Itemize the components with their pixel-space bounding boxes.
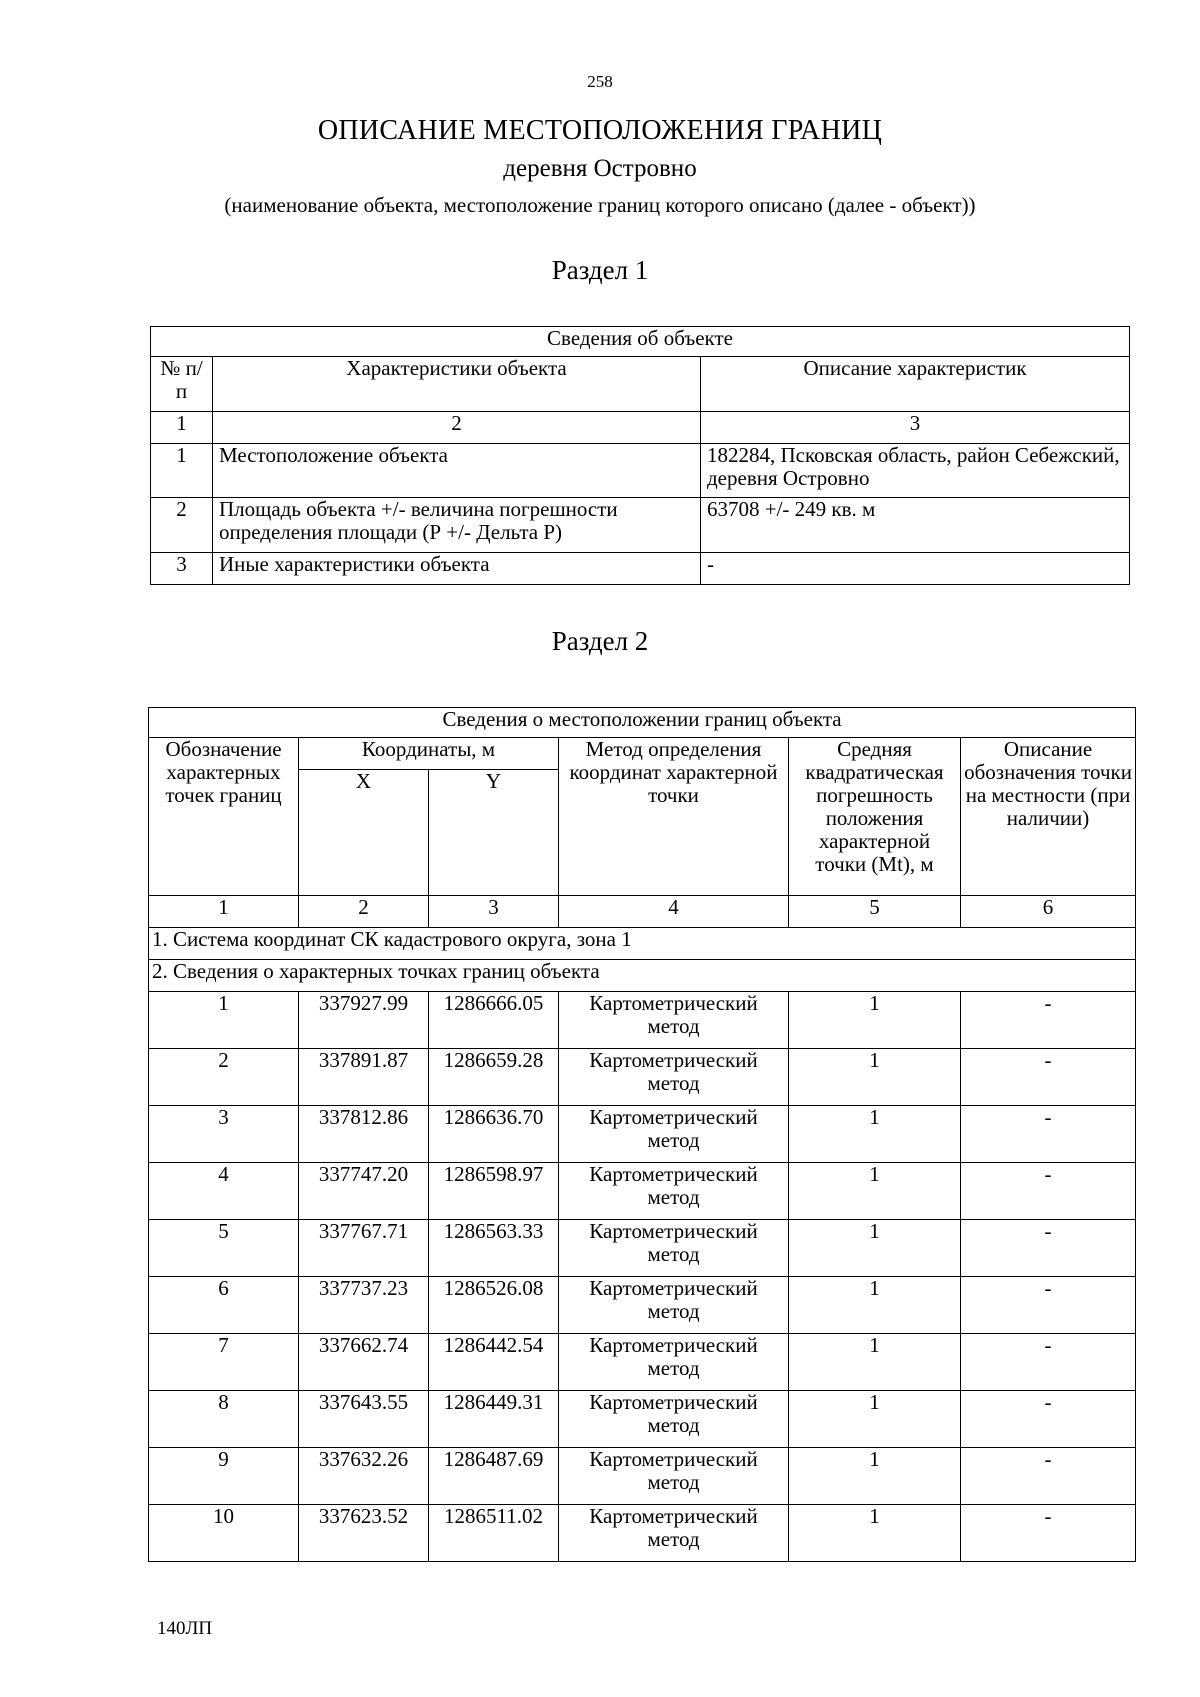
table-row (151, 444, 1130, 498)
point-x: 337891.87 (299, 1049, 429, 1106)
point-method: Картометрический метод (559, 992, 789, 1049)
point-method: Картометрический метод (559, 1049, 789, 1106)
point-desc: - (961, 1505, 1136, 1562)
point-method: Картометрический метод (559, 1391, 789, 1448)
point-desc: - (961, 1049, 1136, 1106)
header-coordinates: Координаты, м (299, 738, 559, 770)
table1-header-characteristic: Характеристики объекта (213, 357, 701, 412)
point-x: 337662.74 (299, 1334, 429, 1391)
point-id: 4 (149, 1163, 299, 1220)
header-method: Метод определения координат характерной точки (559, 738, 789, 896)
point-id: 1 (149, 992, 299, 1049)
point-y: 1286598.97 (429, 1163, 559, 1220)
point-desc: - (961, 1391, 1136, 1448)
point-id: 6 (149, 1277, 299, 1334)
point-desc: - (961, 1277, 1136, 1334)
header-x: X (299, 770, 429, 896)
row-characteristic: Иные характеристики объекта (213, 553, 701, 585)
row-description: 182284, Псковская область, район Себежский, деревня Островно (701, 444, 1130, 498)
section2-title: Раздел 2 (551, 626, 649, 656)
point-mt: 1 (789, 1163, 961, 1220)
row-characteristic: Местоположение объекта (213, 444, 701, 498)
point-x: 337747.20 (299, 1163, 429, 1220)
table2-colnum: 5 (789, 896, 961, 928)
point-desc: - (961, 992, 1136, 1049)
point-y: 1286659.28 (429, 1049, 559, 1106)
point-desc: - (961, 1163, 1136, 1220)
header-description: Описание обозначения точки на местности (при наличии) (961, 738, 1136, 896)
point-id: 10 (149, 1505, 299, 1562)
table1-header-num: № п/п (151, 357, 213, 412)
page-number: 258 (587, 72, 613, 91)
table-row (149, 1220, 1136, 1277)
point-y: 1286511.02 (429, 1505, 559, 1562)
table-row (149, 1277, 1136, 1334)
point-id: 9 (149, 1448, 299, 1505)
point-mt: 1 (789, 1505, 961, 1562)
table2-colnum: 2 (299, 896, 429, 928)
table1-colnum: 2 (213, 412, 701, 444)
table2-colnum: 1 (149, 896, 299, 928)
footer-code: 140ЛП (157, 1618, 213, 1639)
point-mt: 1 (789, 992, 961, 1049)
point-y: 1286666.05 (429, 992, 559, 1049)
point-y: 1286526.08 (429, 1277, 559, 1334)
table-row (149, 1505, 1136, 1562)
point-y: 1286636.70 (429, 1106, 559, 1163)
point-desc: - (961, 1220, 1136, 1277)
table-row (151, 498, 1130, 553)
point-desc: - (961, 1448, 1136, 1505)
table-row (151, 553, 1130, 585)
point-desc: - (961, 1106, 1136, 1163)
point-method: Картометрический метод (559, 1220, 789, 1277)
header-error: Средняя квадратическая погрешность положения характерной точки (Mt), м (789, 738, 961, 896)
point-mt: 1 (789, 1334, 961, 1391)
table-row (149, 1163, 1136, 1220)
point-mt: 1 (789, 1049, 961, 1106)
points-heading: 2. Сведения о характерных точках границ объекта (149, 960, 1136, 992)
row-number: 2 (151, 498, 213, 553)
row-description: - (701, 553, 1130, 585)
document-title: ОПИСАНИЕ МЕСТОПОЛОЖЕНИЯ ГРАНИЦ (317, 115, 883, 146)
point-method: Картометрический метод (559, 1505, 789, 1562)
point-mt: 1 (789, 1220, 961, 1277)
table-row (149, 1106, 1136, 1163)
point-x: 337812.86 (299, 1106, 429, 1163)
point-id: 8 (149, 1391, 299, 1448)
table1-colnum: 3 (701, 412, 1130, 444)
section1-title: Раздел 1 (551, 255, 649, 285)
point-x: 337643.55 (299, 1391, 429, 1448)
point-mt: 1 (789, 1391, 961, 1448)
table2-colnum: 4 (559, 896, 789, 928)
point-y: 1286449.31 (429, 1391, 559, 1448)
point-method: Картометрический метод (559, 1163, 789, 1220)
point-y: 1286563.33 (429, 1220, 559, 1277)
table2-colnum: 6 (961, 896, 1136, 928)
point-x: 337927.99 (299, 992, 429, 1049)
point-x: 337767.71 (299, 1220, 429, 1277)
point-method: Картометрический метод (559, 1106, 789, 1163)
point-desc: - (961, 1334, 1136, 1391)
table-row (149, 1448, 1136, 1505)
table2-title: Сведения о местоположении границ объекта (149, 708, 1136, 738)
point-x: 337737.23 (299, 1277, 429, 1334)
point-method: Картометрический метод (559, 1448, 789, 1505)
row-number: 1 (151, 444, 213, 498)
row-characteristic: Площадь объекта +/- величина погрешности определения площади (Р +/- Дельта Р) (213, 498, 701, 553)
table-row (149, 992, 1136, 1049)
boundary-points-table (148, 707, 1136, 1562)
table1-header-description: Описание характеристик (701, 357, 1130, 412)
point-id: 7 (149, 1334, 299, 1391)
point-method: Картометрический метод (559, 1277, 789, 1334)
table-row (149, 1334, 1136, 1391)
point-id: 2 (149, 1049, 299, 1106)
object-name-note: (наименование объекта, местоположение границ которого описано (далее - объект)) (224, 193, 976, 217)
table2-colnum: 3 (429, 896, 559, 928)
row-number: 3 (151, 553, 213, 585)
point-mt: 1 (789, 1277, 961, 1334)
point-x: 337623.52 (299, 1505, 429, 1562)
row-description: 63708 +/- 249 кв. м (701, 498, 1130, 553)
header-designation: Обозначение характерных точек границ (149, 738, 299, 896)
coord-system: 1. Система координат СК кадастрового округа, зона 1 (149, 928, 1136, 960)
header-y: Y (429, 770, 559, 896)
object-info-table (150, 326, 1130, 585)
table1-colnum: 1 (151, 412, 213, 444)
table-row (149, 1391, 1136, 1448)
point-mt: 1 (789, 1448, 961, 1505)
object-name: деревня Островно (503, 155, 697, 182)
point-method: Картометрический метод (559, 1334, 789, 1391)
point-id: 3 (149, 1106, 299, 1163)
point-id: 5 (149, 1220, 299, 1277)
table-row (149, 1049, 1136, 1106)
point-y: 1286487.69 (429, 1448, 559, 1505)
point-mt: 1 (789, 1106, 961, 1163)
table1-title: Сведения об объекте (151, 327, 1130, 357)
point-x: 337632.26 (299, 1448, 429, 1505)
points-body (149, 992, 1136, 1562)
point-y: 1286442.54 (429, 1334, 559, 1391)
